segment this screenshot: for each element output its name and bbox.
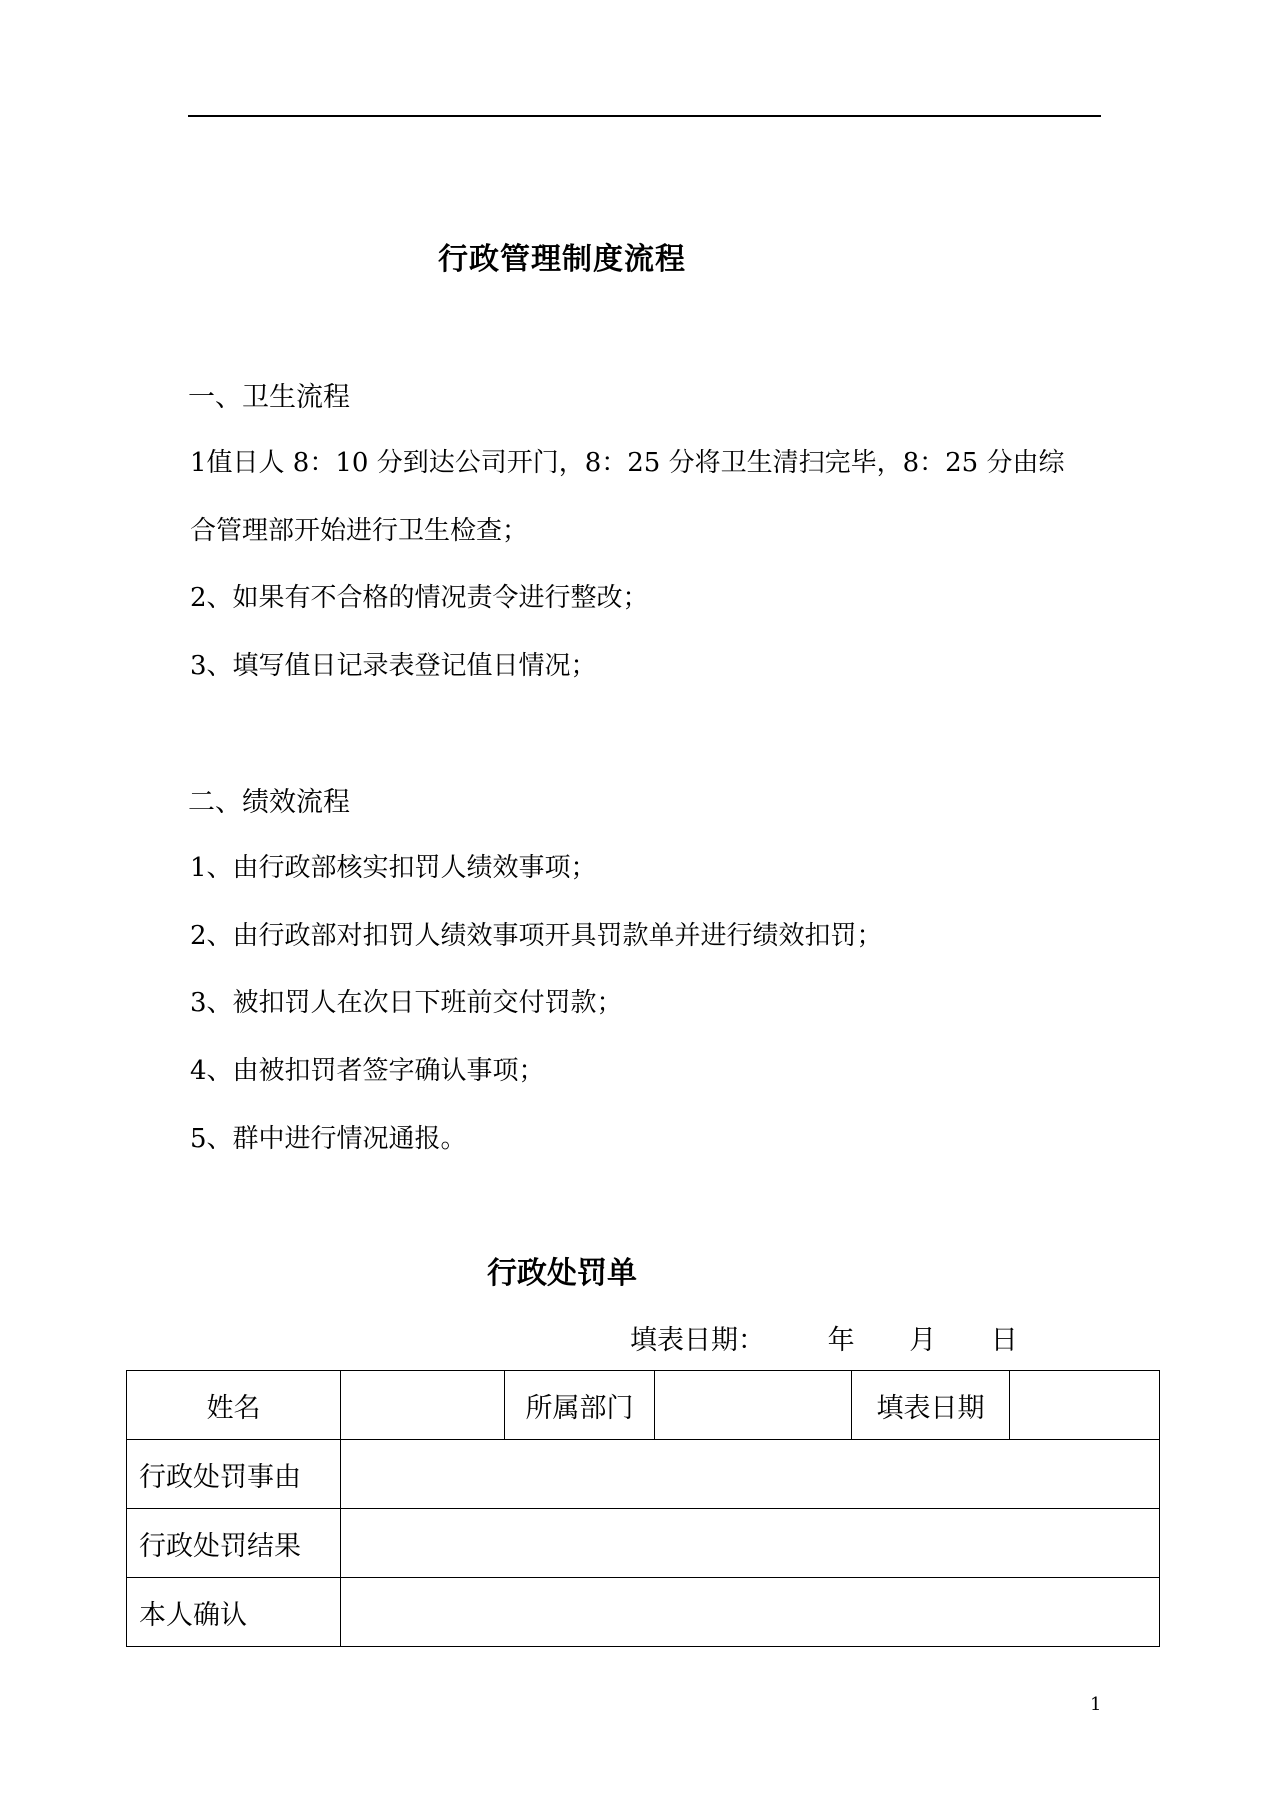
- reason-label-cell: 行政处罚事由: [127, 1440, 341, 1509]
- header-rule: [188, 115, 1101, 117]
- performance-step-1: 1、由行政部核实扣罚人绩效事项；: [190, 853, 597, 883]
- penalty-form-table: [126, 1370, 1160, 1647]
- fill-date-label: 填表日期：: [630, 1325, 765, 1356]
- table-row: [127, 1371, 1160, 1440]
- reason-value-cell[interactable]: [341, 1440, 1160, 1509]
- fill-date-day: 日: [990, 1325, 1018, 1356]
- confirm-value-cell[interactable]: [341, 1578, 1160, 1647]
- hygiene-step-1b: 合管理部开始进行卫生检查；: [190, 516, 529, 546]
- table-row: [127, 1440, 1160, 1509]
- name-value-cell[interactable]: [341, 1371, 505, 1440]
- fill-date-value-cell[interactable]: [1010, 1371, 1160, 1440]
- result-value-cell[interactable]: [341, 1509, 1160, 1578]
- performance-step-4: 4、由被扣罚者签字确认事项；: [190, 1056, 545, 1086]
- department-value-cell[interactable]: [655, 1371, 852, 1440]
- fill-date-month: 月: [909, 1325, 937, 1356]
- name-label-cell: 姓名: [127, 1371, 341, 1440]
- fill-date-row: [630, 1318, 1018, 1357]
- performance-step-5: 5、群中进行情况通报。: [190, 1124, 467, 1154]
- department-label-cell: 所属部门: [505, 1371, 655, 1440]
- hygiene-step-3: 3、填写值日记录表登记值日情况；: [190, 651, 597, 681]
- result-label-cell: 行政处罚结果: [127, 1509, 341, 1578]
- table-row: [127, 1578, 1160, 1647]
- hygiene-step-2: 2、如果有不合格的情况责令进行整改；: [190, 583, 649, 613]
- document-title: 行政管理制度流程: [438, 242, 686, 277]
- confirm-label-cell: 本人确认: [127, 1578, 341, 1647]
- page-number: 1: [1090, 1694, 1102, 1715]
- section-heading-performance: 二、绩效流程: [188, 787, 350, 818]
- performance-step-2: 2、由行政部对扣罚人绩效事项开具罚款单并进行绩效扣罚；: [190, 921, 883, 951]
- hygiene-step-1a: 1值日人 8：10 分到达公司开门，8：25 分将卫生清扫完毕，8：25 分由综: [190, 448, 1065, 478]
- performance-step-3: 3、被扣罚人在次日下班前交付罚款；: [190, 988, 623, 1018]
- fill-date-year: 年: [827, 1325, 855, 1356]
- table-row: [127, 1509, 1160, 1578]
- form-title: 行政处罚单: [487, 1256, 637, 1291]
- fill-date-label-cell: 填表日期: [852, 1371, 1010, 1440]
- section-heading-hygiene: 一、卫生流程: [188, 382, 350, 413]
